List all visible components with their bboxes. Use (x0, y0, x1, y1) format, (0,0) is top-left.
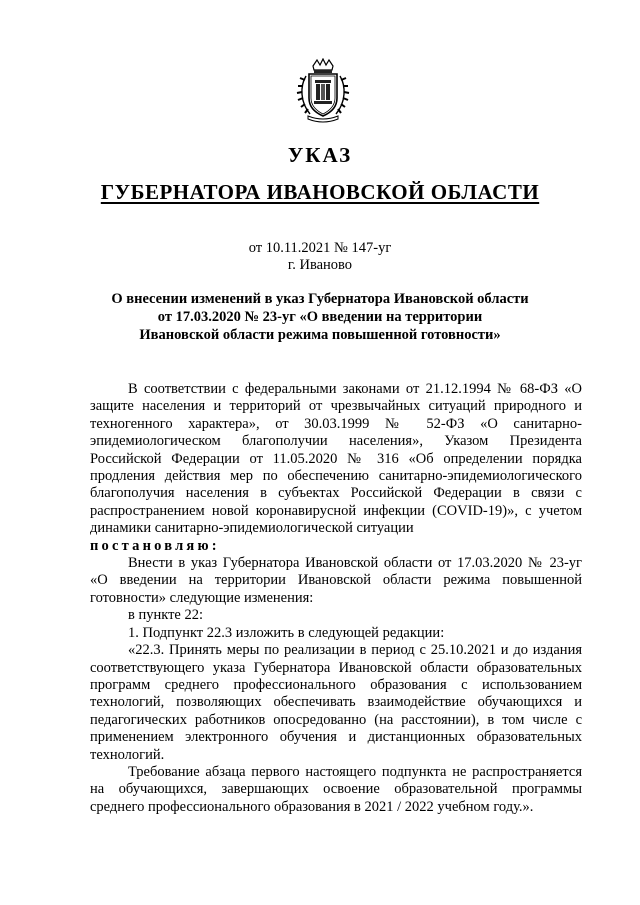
decree-meta (0, 240, 640, 274)
decree-date-number: от 10.11.2021 № 147-уг (248, 240, 392, 256)
exception-paragraph: Требование абзаца первого настоящего подпункта не распространяется на обучающихся, завершающих освоение образовательной программы среднего профессионального образования в 2021 / 2022 учебном году.». (90, 763, 582, 815)
preamble-paragraph: В соответствии с федеральными законами от 21.12.1994 № 68-ФЗ «О защите населения и территорий от чрезвычайных ситуаций природного и техногенного характера», от 30.03.1999 № 52-ФЗ «О санитарно-эпидемиологическом благополучии населения», Указом Президента Российской Федерации от 11.05.2020 № 316 «Об определении порядка продления действия мер по обеспечению санитарно-эпидемиологического благополучия населения в субъектах Российской Федерации в связи с распространением новой коронавирусной инфекции (COVID-19)», с учетом динамики санитарно-эпидемиологической ситуации (90, 381, 582, 537)
point-reference-paragraph: в пункте 22: (128, 607, 204, 624)
subpoint-text-paragraph: «22.3. Принять меры по реализации в период с 25.10.2021 и до издания соответствующего указа Губернатора Ивановской области образовательных программ среднего профессионального образования с использованием технологий, позволяющих обеспечивать взаимодействие обучающихся и педагогических работников опосредованно (на расстоянии), в том числе с применением электронного обучения и дистанционных образовательных технологий. (90, 642, 582, 763)
issuer-title: ГУБЕРНАТОРА ИВАНОВСКОЙ ОБЛАСТИ (100, 180, 540, 204)
decree-city: г. Иваново (287, 257, 353, 273)
heading-line-1: О внесении изменений в указ Губернатора Ивановской области (111, 291, 529, 307)
amendment-intro-paragraph: Внести в указ Губернатора Ивановской области от 17.03.2020 № 23-уг «О введении на территории Ивановской области режима повышенной готовности» следующие изменения: (90, 555, 582, 606)
decree-heading (60, 290, 580, 344)
coat-of-arms-icon (296, 58, 350, 124)
document-type-title: УКАЗ (287, 143, 353, 167)
heading-line-2: от 17.03.2020 № 23-уг «О введении на территории (157, 309, 483, 325)
subpoint-instruction-paragraph: 1. Подпункт 22.3 изложить в следующей редакции: (128, 624, 445, 641)
decree-body (90, 381, 582, 816)
postanovlyayu-label: постановляю: (90, 537, 220, 554)
heading-line-3: Ивановской области режима повышенной готовности» (139, 327, 501, 343)
